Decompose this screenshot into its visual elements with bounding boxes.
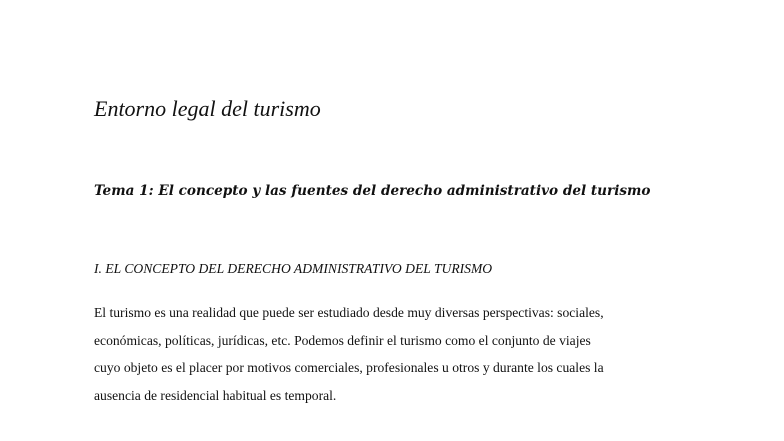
section-heading: I. EL CONCEPTO DEL DERECHO ADMINISTRATIVO DEL TURISMO (94, 261, 493, 276)
paragraph-line: económicas, políticas, jurídicas, etc. Podemos definir el turismo como el conjunto de viajes (94, 332, 591, 348)
document-title: Entorno legal del turismo (94, 96, 321, 121)
body-paragraph (94, 299, 694, 409)
paragraph-line: cuyo objeto es el placer por motivos comerciales, profesionales u otros y durante los cuales la (94, 360, 604, 375)
paragraph-line: ausencia de residencial habitual es temporal. (94, 387, 337, 403)
paragraph-line: El turismo es una realidad que puede ser estudiado desde muy diversas perspectivas: sociales, (94, 305, 604, 320)
topic-title: Tema 1: El concepto y las fuentes del derecho administrativo del turismo (94, 183, 651, 199)
